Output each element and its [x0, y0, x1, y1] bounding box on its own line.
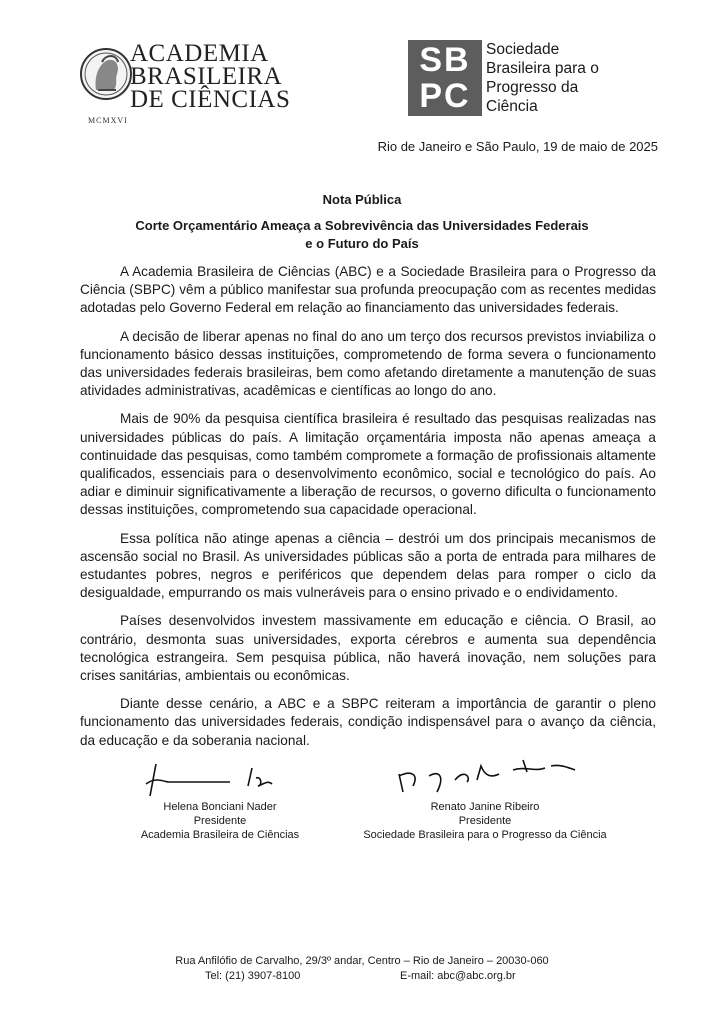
sbpc-monogram-line: PC	[419, 77, 471, 115]
footer-phone: Tel: (21) 3907-8100	[205, 970, 301, 982]
document-headline	[60, 217, 664, 253]
sbpc-monogram	[408, 40, 482, 116]
headline-line: e o Futuro do País	[305, 236, 419, 251]
signatory-role: Presidente	[193, 815, 247, 827]
sbpc-monogram-line: SB	[419, 41, 471, 79]
signatory-role: Presidente	[458, 815, 512, 827]
sbpc-wordmark	[486, 40, 599, 116]
abc-wordmark	[130, 42, 290, 111]
signature-block-sbpc	[340, 800, 630, 842]
signatory-name: Helena Bonciani Nader	[163, 801, 277, 813]
signature-left-scribble	[140, 758, 290, 798]
body-paragraph: Mais de 90% da pesquisa científica brasileira é resultado das pesquisas realizadas nas universidades públicas do país. A limitação orçamentária imposta não apenas ameaça a continuidade das pesquisas, como também compromete a formação de profissionais altamente qualificados, essenciais para o desenvolvimento econômico, social e tecnológico do país. Ao adiar e diminuir significativamente a liberação de recursos, o governo dificulta o funcionamento dessas instituições, comprometendo sua capacidade operacional.	[80, 411, 656, 518]
body-paragraph: A decisão de liberar apenas no final do ano um terço dos recursos previstos inviabiliza o funcionamento básico dessas instituições, comprometendo de forma severa o funcionamento das universidades federais brasileiras, bem como afetando diretamente a manutenção de suas atividades administrativas, acadêmicas e científicas ao longo do ano.	[80, 328, 656, 399]
abc-founding-year: MCMXVI	[88, 116, 128, 125]
abc-name-line: DE CIÊNCIAS	[130, 86, 291, 113]
sbpc-logo	[408, 40, 648, 120]
signatory-name: Renato Janine Ribeiro	[430, 801, 540, 813]
sbpc-name-line: Progresso da	[486, 79, 579, 96]
headline-line: Corte Orçamentário Ameaça a Sobrevivência das Universidades Federais	[135, 218, 589, 233]
signatory-org: Sociedade Brasileira para o Progresso da Ciência	[363, 829, 607, 841]
abc-logo	[80, 40, 320, 132]
signature-right-scribble	[395, 752, 580, 796]
abc-name-line: ACADEMIA	[130, 40, 269, 67]
letter-date: Rio de Janeiro e São Paulo, 19 de maio de 2025	[377, 139, 658, 154]
letter-body	[80, 263, 656, 760]
abc-medallion-icon	[80, 40, 136, 116]
sbpc-name-line: Ciência	[486, 98, 538, 115]
signature-block-abc	[110, 800, 330, 842]
body-paragraph: Países desenvolvidos investem massivamente em educação e ciência. O Brasil, ao contrário, desmonta suas universidades, exporta cérebros e aumenta sua dependência tecnológica estrangeira. Sem pesquisa pública, não haverá inovação, nem soluções para crises sanitárias, ambientais ou econômicas.	[80, 613, 656, 684]
abc-name-line: BRASILEIRA	[130, 63, 283, 90]
body-paragraph: Essa política não atinge apenas a ciência – destrói um dos principais mecanismos de ascensão social no Brasil. As universidades públicas são a porta de entrada para milhares de estudantes pobres, negros e periféricos que dependem delas para romper o ciclo da desigualdade, empurrando os mais vulneráveis para o ensino privado e o endividamento.	[80, 530, 656, 601]
footer-address: Rua Anfilófio de Carvalho, 29/3º andar, Centro – Rio de Janeiro – 20030-060	[175, 955, 549, 967]
sbpc-name-line: Sociedade	[486, 41, 560, 58]
body-paragraph: A Academia Brasileira de Ciências (ABC) e a Sociedade Brasileira para o Progresso da Ciência (SBPC) vêm a público manifestar sua profunda preocupação com as recentes medidas adotadas pelo Governo Federal em relação ao financiamento das universidades federais.	[80, 264, 656, 316]
signatory-org: Academia Brasileira de Ciências	[140, 829, 300, 841]
sbpc-name-line: Brasileira para o	[486, 60, 599, 77]
body-paragraph: Diante desse cenário, a ABC e a SBPC reiteram a importância de garantir o pleno funcionamento das universidades federais, condição indispensável para o avanço da ciência, da educação e da soberania nacional.	[80, 696, 656, 748]
document-kind: Nota Pública	[322, 192, 402, 207]
footer-email: E-mail: abc@abc.org.br	[400, 970, 516, 982]
